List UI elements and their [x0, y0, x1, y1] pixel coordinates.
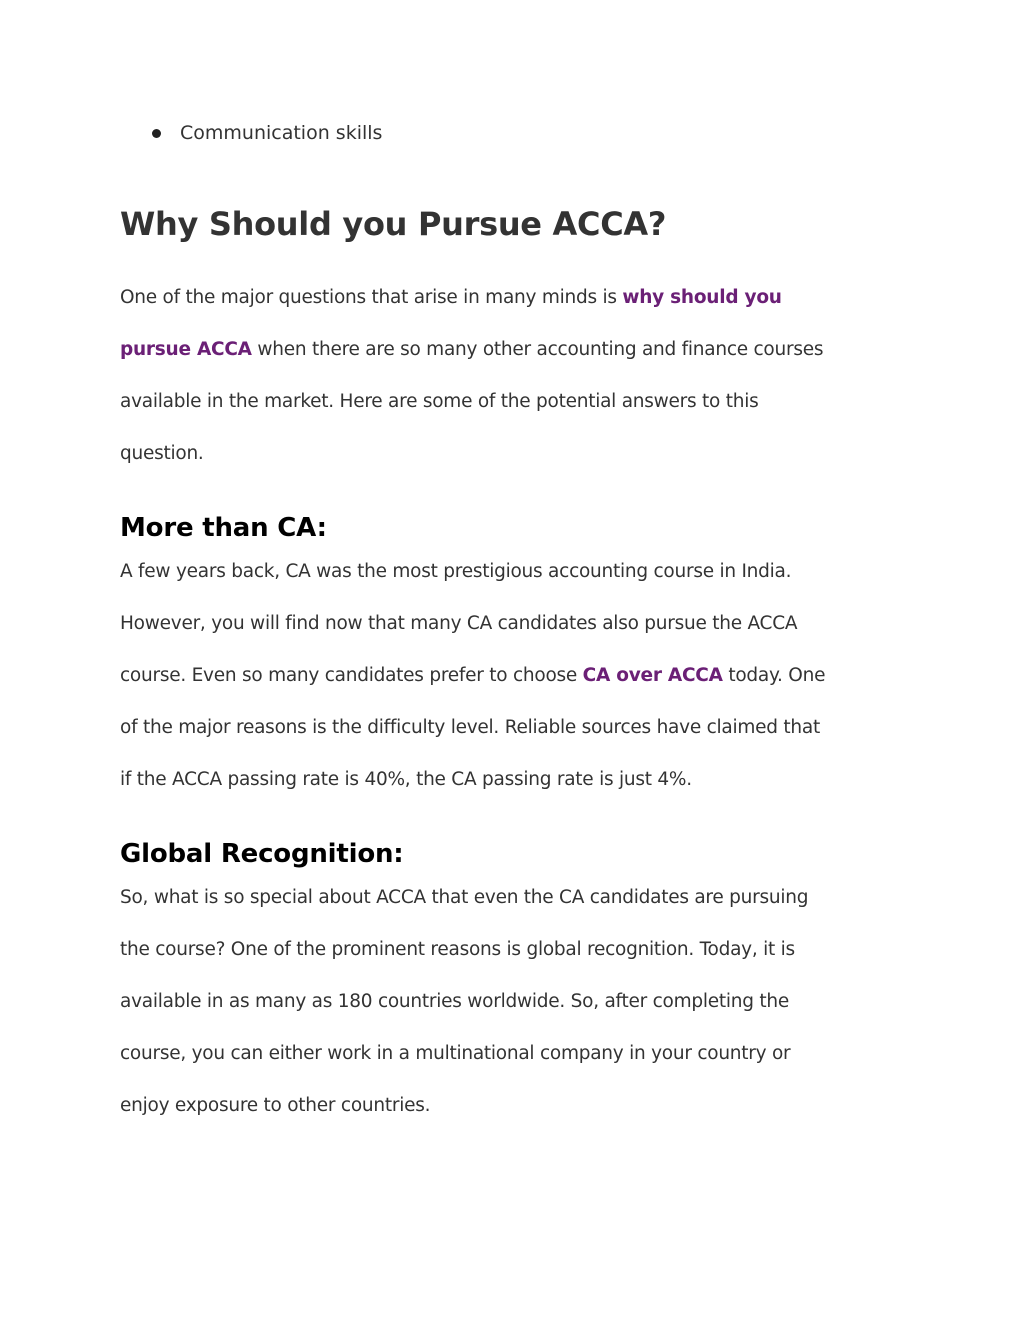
text-run: today. One [722, 665, 826, 686]
paragraph-line: A few years back, CA was the most prestigious accounting course in India. [120, 561, 792, 582]
paragraph-line: However, you will find now that many CA candidates also pursue the ACCA [120, 613, 798, 634]
paragraph-line [120, 272, 910, 324]
paragraph-line: the course? One of the prominent reasons is global recognition. Today, it is [120, 939, 795, 960]
section-heading-more-than-ca: More than CA: [120, 513, 327, 543]
section-heading-global-recognition: Global Recognition: [120, 839, 404, 869]
paragraph-line [120, 324, 910, 376]
intro-paragraph [120, 272, 910, 480]
ca-over-acca-link[interactable]: CA over ACCA [582, 665, 723, 686]
text-run: course. Even so many candidates prefer to choose [120, 665, 583, 686]
skills-list [152, 118, 382, 148]
page-title: Why Should you Pursue ACCA? [120, 205, 667, 243]
list-item [152, 118, 382, 148]
paragraph-line: if the ACCA passing rate is 40%, the CA passing rate is just 4%. [120, 769, 692, 790]
text-run: One of the major questions that arise in many minds is [120, 287, 623, 308]
why-pursue-acca-link-cont[interactable]: pursue ACCA [120, 339, 252, 360]
why-pursue-acca-link[interactable]: why should you [622, 287, 782, 308]
paragraph-line: So, what is so special about ACCA that even the CA candidates are pursuing [120, 887, 809, 908]
paragraph-line [120, 650, 910, 702]
global-recognition-paragraph [120, 872, 910, 1132]
paragraph-line: of the major reasons is the difficulty level. Reliable sources have claimed that [120, 717, 820, 738]
paragraph-line: course, you can either work in a multinational company in your country or [120, 1043, 791, 1064]
more-than-ca-paragraph [120, 546, 910, 806]
list-item-text: Communication skills [180, 122, 383, 144]
paragraph-line: available in as many as 180 countries worldwide. So, after completing the [120, 991, 789, 1012]
paragraph-line: available in the market. Here are some of the potential answers to this [120, 391, 759, 412]
paragraph-line: enjoy exposure to other countries. [120, 1095, 431, 1116]
bullet-icon [152, 129, 161, 138]
paragraph-line: question. [120, 443, 204, 464]
text-run: when there are so many other accounting and finance courses [251, 339, 824, 360]
